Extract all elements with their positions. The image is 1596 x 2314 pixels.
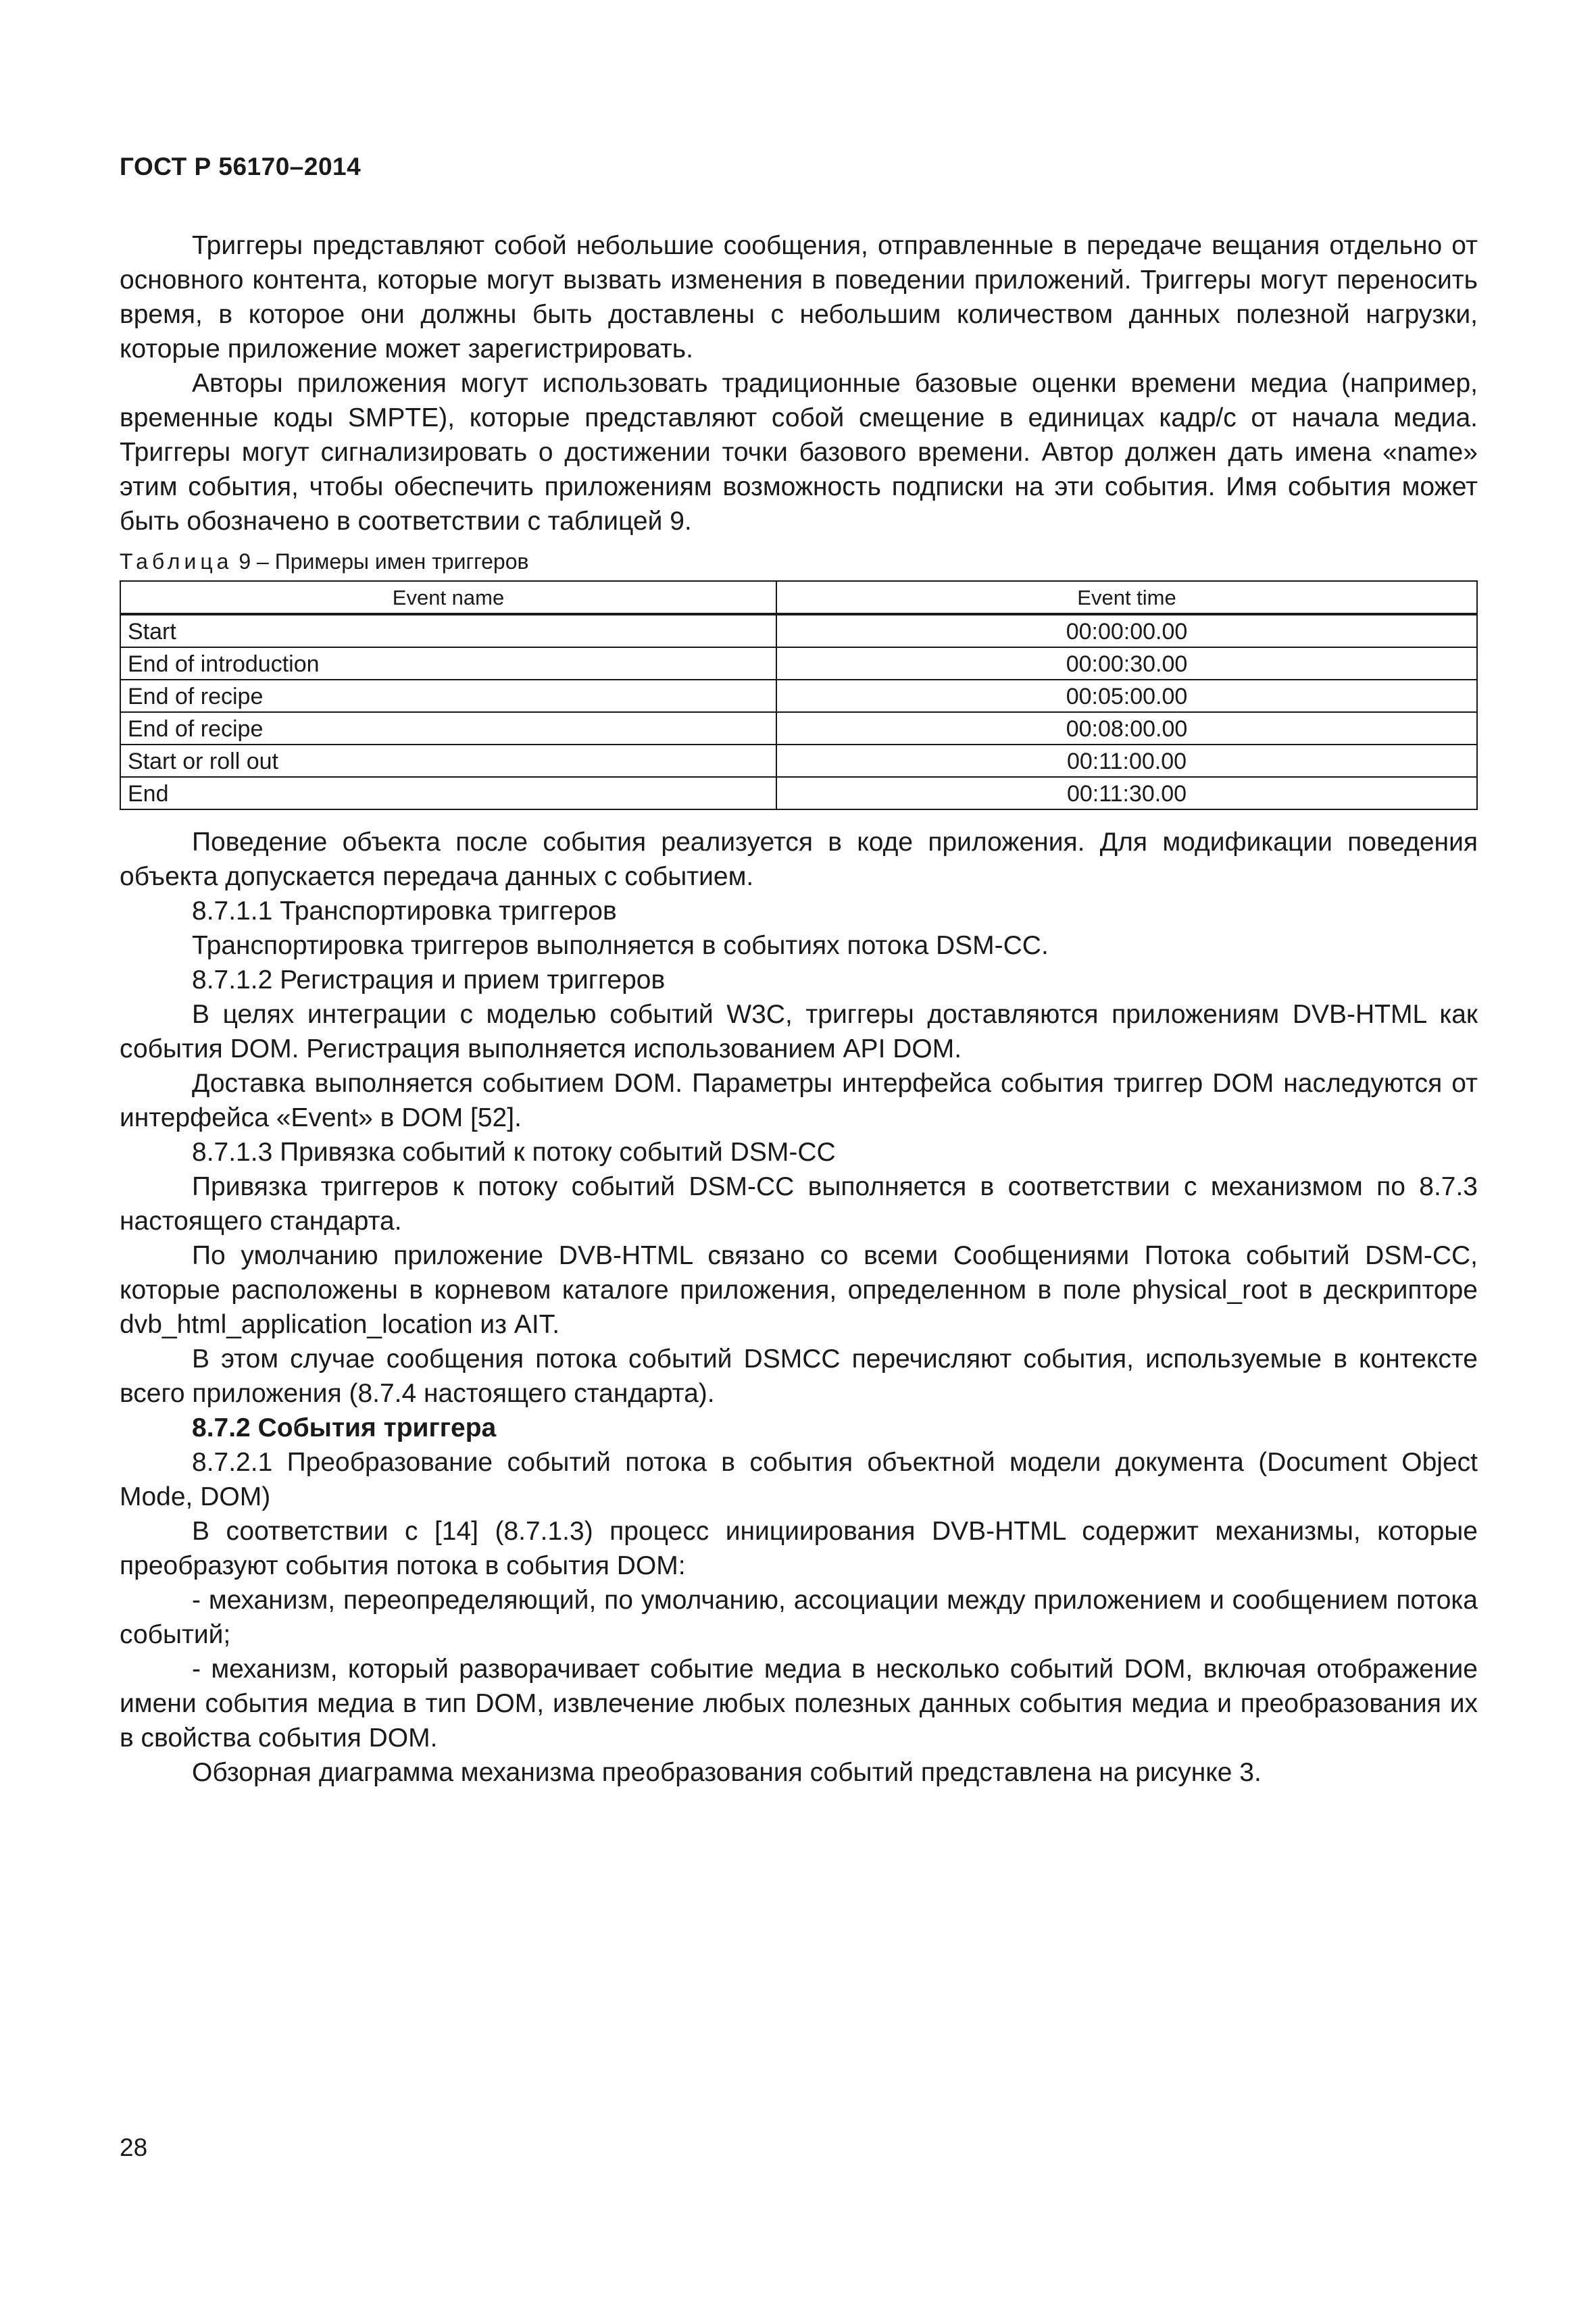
paragraph-overview-diagram: Обзорная диаграмма механизма преобразования событий представлена на рисунке 3.	[192, 1758, 1262, 1787]
table-header-row	[120, 581, 1477, 614]
event-time-cell: 00:00:00.00	[776, 614, 1477, 647]
table-row	[120, 745, 1477, 777]
paragraph-w3c-integration: В целях интеграции с моделью событий W3C, триггеры доставляются приложениям DVB-HTML как события DOM. Регистрация выполняется использованием API DOM.	[120, 1000, 1478, 1063]
event-name-cell: End of recipe	[120, 680, 776, 712]
table-caption-text: 9 – Примеры имен триггеров	[239, 549, 529, 574]
paragraph-dvb-html-mechanisms: В соответствии с [14] (8.7.1.3) процесс инициирования DVB-HTML содержит механизмы, которые преобразуют события потока в события DOM:	[120, 1517, 1478, 1580]
list-item-mechanism-override: - механизм, переопределяющий, по умолчанию, ассоциации между приложением и сообщением потока событий;	[120, 1586, 1478, 1649]
subsection-heading-8-7-1-1: 8.7.1.1 Транспортировка триггеров	[192, 897, 617, 926]
table-row	[120, 614, 1477, 647]
paragraph-trigger-transport: Транспортировка триггеров выполняется в событиях потока DSM-CC.	[192, 931, 1049, 960]
paragraph-default-binding: По умолчанию приложение DVB-HTML связано со всеми Сообщениями Потока событий DSM-CC, которые расположены в корневом каталоге приложения, определенном в поле physical_root в дескрипторе dvb_html_application_location из AIT.	[120, 1241, 1478, 1339]
paragraph-dsmcc-events: В этом случае сообщения потока событий DSMCC перечисляют события, используемые в контексте всего приложения (8.7.4 настоящего стандарта).	[120, 1344, 1478, 1408]
paragraph-dom-delivery: Доставка выполняется событием DOM. Параметры интерфейса события триггер DOM наследуются от интерфейса «Event» в DOM [52].	[120, 1069, 1478, 1132]
event-time-cell: 00:11:30.00	[776, 777, 1477, 809]
event-name-cell: End of introduction	[120, 647, 776, 680]
standard-header: ГОСТ Р 56170–2014	[120, 153, 361, 180]
paragraph-application-authors: Авторы приложения могут использовать традиционные базовые оценки времени медиа (например, временные коды SMPTE), которые представляют собой смещение в единицах кадр/с от начала медиа. Триггеры могут сигнализировать о достижении точки базового времени. Автор должен дать имена «name» этим события, чтобы обеспечить приложениям возможность подписки на эти события. Имя события может быть обозначено в соответствии с таблицей 9.	[120, 369, 1478, 536]
paragraph-trigger-binding: Привязка триггеров к потоку событий DSM-CC выполняется в соответствии с механизмом по 8.7.3 настоящего стандарта.	[120, 1172, 1478, 1236]
paragraph-object-behavior: Поведение объекта после события реализуется в коде приложения. Для модификации поведения объекта допускается передача данных с событием.	[120, 828, 1478, 891]
table-caption-label: Таблица	[120, 549, 233, 574]
subsection-heading-8-7-1-2: 8.7.1.2 Регистрация и прием триггеров	[192, 965, 666, 995]
subsection-heading-8-7-2-1: 8.7.2.1 Преобразование событий потока в события объектной модели документа (Document Object Mode, DOM)	[120, 1448, 1478, 1511]
column-header-event-time: Event time	[776, 581, 1477, 614]
event-name-cell: End	[120, 777, 776, 809]
table-row	[120, 777, 1477, 809]
page-number: 28	[120, 2134, 148, 2161]
event-time-cell: 00:08:00.00	[776, 712, 1477, 745]
column-header-event-name: Event name	[120, 581, 776, 614]
event-time-cell: 00:00:30.00	[776, 647, 1477, 680]
table-row	[120, 680, 1477, 712]
event-name-cell: Start or roll out	[120, 745, 776, 777]
list-item-mechanism-unfold: - механизм, который разворачивает событие медиа в несколько событий DOM, включая отображение имени события медиа в тип DOM, извлечение любых полезных данных события медиа и преобразования их в свойства события DOM.	[120, 1655, 1478, 1753]
paragraph-triggers-intro: Триггеры представляют собой небольшие сообщения, отправленные в передаче вещания отдельно от основного контента, которые могут вызвать изменения в поведении приложений. Триггеры могут переносить время, в которое они должны быть доставлены с небольшим количеством данных полезной нагрузки, которые приложение может зарегистрировать.	[120, 231, 1478, 363]
table-row	[120, 647, 1477, 680]
table-caption	[120, 548, 1478, 575]
subsection-heading-8-7-1-3: 8.7.1.3 Привязка событий к потоку событий DSM-CC	[192, 1138, 836, 1167]
trigger-names-table	[120, 580, 1478, 810]
event-name-cell: End of recipe	[120, 712, 776, 745]
event-name-cell: Start	[120, 614, 776, 647]
event-time-cell: 00:11:00.00	[776, 745, 1477, 777]
table-row	[120, 712, 1477, 745]
event-time-cell: 00:05:00.00	[776, 680, 1477, 712]
section-heading-8-7-2: 8.7.2 События триггера	[192, 1413, 497, 1442]
page-content	[120, 228, 1478, 1790]
